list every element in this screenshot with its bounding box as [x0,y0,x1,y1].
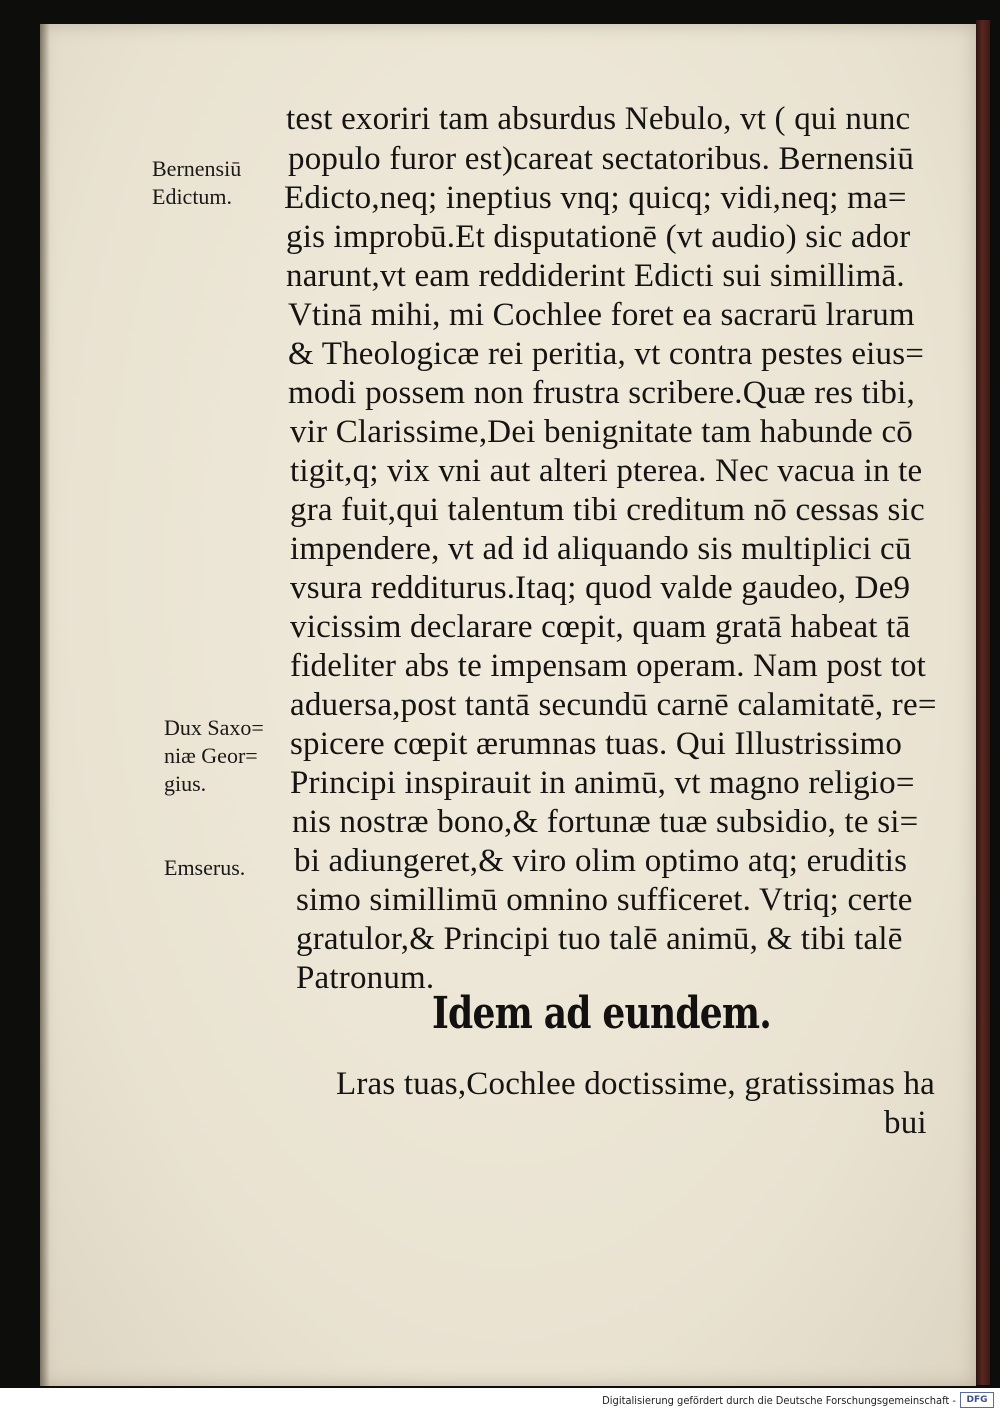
page-gutter-shadow [40,24,50,1386]
body-line: simo simillimū omnino sufficeret. Vtriq; certe [296,882,913,918]
body-line: populo furor est)careat sectatoribus. Bernensiū [288,141,915,177]
body-line: vsura redditurus.Itaq; quod valde gaudeo, De9 [290,570,911,606]
body-line: test exoriri tam absurdus Nebulo, vt ( qui nunc [286,101,911,137]
body-line: bi adiungeret,& viro olim optimo atq; eruditis [294,843,908,879]
body-line: narunt,vt eam reddiderint Edicti sui simillimā. [286,258,905,294]
body-line: modi possem non frustra scribere.Quæ res tibi, [288,375,915,411]
body-line: vicissim declarare cœpit, quam gratā habeat tā [290,609,911,645]
body-line: Vtinā mihi, mi Cochlee foret ea sacrarū lrarum [288,297,915,333]
body-line: vir Clarissime,Dei benignitate tam habunde cō [290,414,913,450]
margin-note-dux-saxo: Dux Saxo= [164,715,264,740]
margin-note-gius: gius. [164,771,207,796]
closing-line: Lras tuas,Cochlee doctissime, gratissimas ha [336,1066,935,1102]
body-line: Patronum. [296,960,435,996]
catchword: bui [884,1105,927,1141]
body-line: nis nostræ bono,& fortunæ tuæ subsidio, te si= [292,804,919,840]
margin-note-emserus: Emserus. [164,855,246,880]
body-line: fideliter abs te impensam operam. Nam post tot [290,648,927,684]
margin-note-edictum: Edictum. [152,184,233,209]
body-line: spicere cœpit ærumnas tuas. Qui Illustrissimo [290,726,903,762]
body-line: aduersa,post tantā secundū carnē calamitatē, re= [290,687,937,723]
margin-note-niae-geor: niæ Geor= [164,743,258,768]
body-line: gis improbū.Et disputationē (vt audio) sic ador [286,219,911,255]
body-line: impendere, vt ad id aliquando sis multiplici cū [290,531,912,567]
footer-credit: Digitalisierung gefördert durch die Deutsche Forschungsgemeinschaft - [602,1394,956,1407]
body-line: Principi inspirauit in animū, vt magno religio= [290,765,915,801]
section-heading: Idem ad eundem. [432,988,772,1039]
body-line: gratulor,& Principi tuo talē animū, & tibi talē [296,921,903,957]
body-line: tigit,q; vix vni aut alteri pterea. Nec vacua in te [290,453,923,489]
book-edge [976,20,990,1385]
body-line: Edicto,neq; ineptius vnq; quicq; vidi,neq; ma= [284,180,907,216]
body-line: & Theologicæ rei peritia, vt contra pestes eius= [288,336,925,372]
dfg-logo: DFG [960,1392,994,1408]
body-line: gra fuit,qui talentum tibi creditum nō cessas sic [290,492,925,528]
footer-bar [0,1388,1000,1414]
margin-note-bernensium: Bernensiū [152,156,242,181]
